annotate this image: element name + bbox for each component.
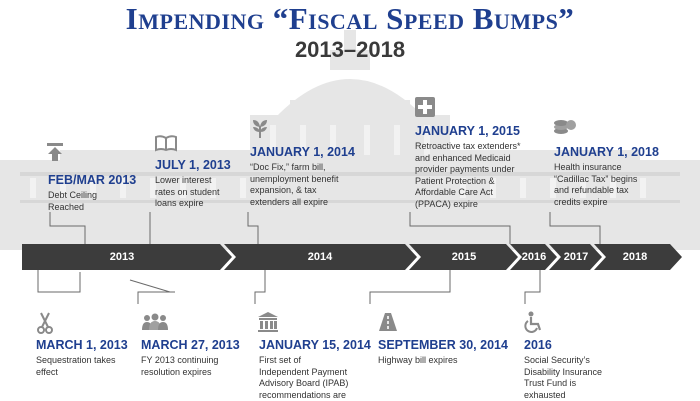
event-jan-2015 xyxy=(415,124,550,210)
event-date: MARCH 1, 2013 xyxy=(36,338,128,352)
arrow-up-icon xyxy=(46,142,64,162)
connector-mar-27-diag xyxy=(130,280,170,292)
event-description: Highway bill expires xyxy=(378,355,458,365)
event-description: Debt Ceiling Reached xyxy=(48,190,98,212)
event-description: FY 2013 continuing resolution expires xyxy=(141,355,219,377)
event-jan-15-2014 xyxy=(259,338,379,401)
event-jan-2014 xyxy=(250,145,410,208)
year-label-2016: 2016 xyxy=(521,251,547,263)
event-description: “Doc Fix,” farm bill, unemployment benefit expansion, & tax extenders all expire xyxy=(250,162,339,207)
event-mar-27-2013 xyxy=(141,338,251,378)
event-july-2013 xyxy=(155,158,255,210)
event-description: Social Security’s Disability Insurance Trust Fund is exhausted xyxy=(524,355,603,400)
wheelchair-icon xyxy=(523,311,543,333)
connector-mar-1-2013 xyxy=(38,270,80,292)
event-date: SEPTEMBER 30, 2014 xyxy=(378,338,508,352)
book-icon xyxy=(154,134,178,152)
road-icon xyxy=(378,312,398,332)
connector-feb-mar-2013 xyxy=(50,212,85,244)
connector-sep-30-2014 xyxy=(370,270,450,304)
plant-icon xyxy=(250,117,270,139)
medical-cross-icon xyxy=(415,97,435,117)
connector-jan-2015 xyxy=(410,212,510,244)
event-date: FEB/MAR 2013 xyxy=(48,173,137,187)
page-title: Impending “Fiscal Speed Bumps” xyxy=(125,1,575,36)
year-label-2018: 2018 xyxy=(622,251,648,263)
event-2016 xyxy=(524,338,644,401)
event-date: JANUARY 1, 2018 xyxy=(554,145,659,159)
connector-jan-15-2014 xyxy=(255,270,265,304)
event-date: JULY 1, 2013 xyxy=(155,158,231,172)
event-description: Sequestration takes effect xyxy=(36,355,116,377)
scissors-icon xyxy=(37,312,53,334)
year-label-2013: 2013 xyxy=(109,251,135,263)
year-label-2014: 2014 xyxy=(307,251,333,263)
event-feb-mar-2013 xyxy=(48,173,158,213)
year-label-2015: 2015 xyxy=(451,251,477,263)
event-description: Health insurance “Cadillac Tax” begins and refundable tax credits expire xyxy=(554,162,638,207)
page-subtitle: 2013–2018 xyxy=(294,37,406,62)
bank-icon xyxy=(257,311,279,333)
connector-mar-27-2013 xyxy=(138,292,175,304)
connector-jan-2014-top xyxy=(248,212,258,244)
people-icon xyxy=(141,313,169,331)
event-description: Retroactive tax extenders* and enhanced Medicaid provider payments under Patient Protection & Affordable Care Act (PPACA) expire xyxy=(415,141,521,209)
event-description: Lower interest rates on student loans expire xyxy=(155,175,220,208)
event-date: MARCH 27, 2013 xyxy=(141,338,240,352)
event-date: 2016 xyxy=(524,338,552,352)
event-jan-2018 xyxy=(554,145,694,208)
event-date: JANUARY 15, 2014 xyxy=(259,338,371,352)
connector-jan-2018 xyxy=(550,212,600,244)
event-date: JANUARY 1, 2015 xyxy=(415,124,520,138)
connector-2016 xyxy=(525,270,540,304)
coins-icon xyxy=(553,116,577,136)
event-description: First set of Independent Payment Advisory Board (IPAB) recommendations are xyxy=(259,355,349,400)
year-label-2017: 2017 xyxy=(563,251,589,263)
event-date: JANUARY 1, 2014 xyxy=(250,145,355,159)
event-mar-1-2013 xyxy=(36,338,146,378)
event-sep-30-2014 xyxy=(378,338,508,367)
